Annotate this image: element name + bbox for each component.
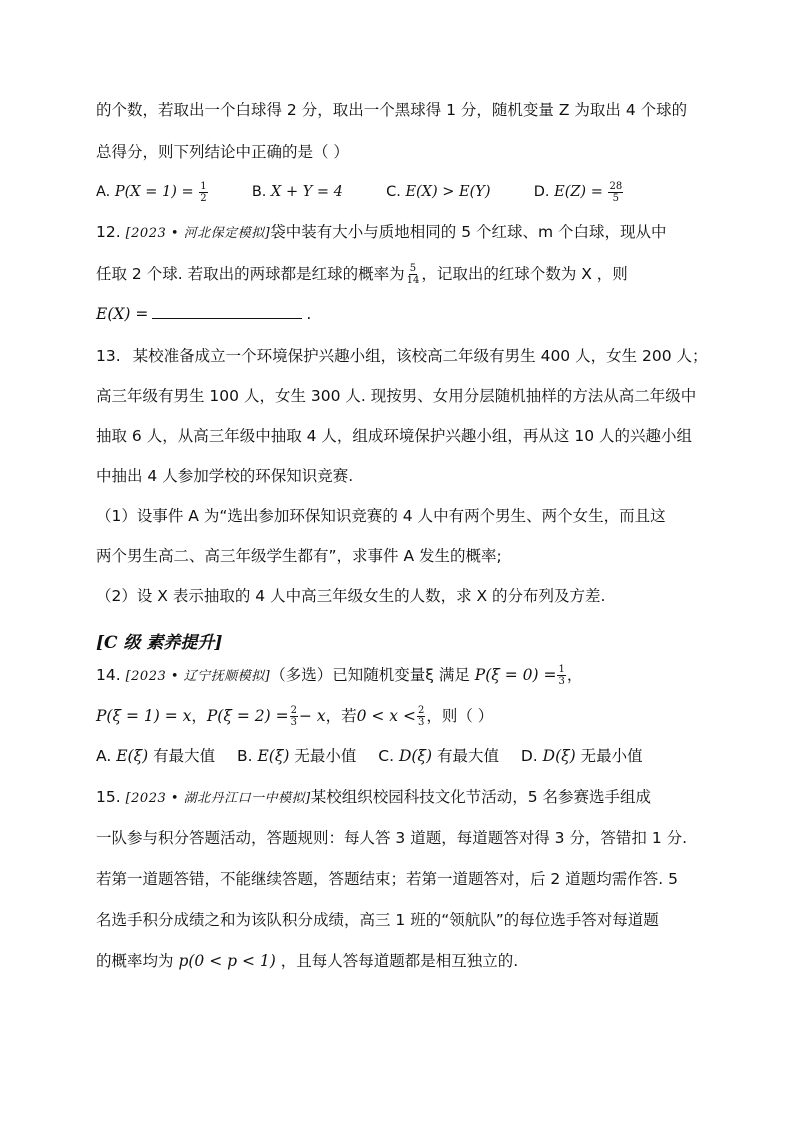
fraction-numerator: 5 (409, 263, 417, 274)
q13-part-1-text: 设事件 A 为“选出参加环保知识竞赛的 4 人中有两个男生、两个女生，而且这 (136, 507, 666, 525)
section-c-heading: [C 级 素养提升] (96, 633, 223, 653)
q14-line-2-end: ，则（ ） (426, 707, 494, 725)
q11-line-1: 的个数，若取出一个白球得 2 分，取出一个黑球得 1 分，随机变量 Z 为取出 4 个球的 (96, 101, 688, 119)
q14-option-c-expr: D(ξ) (398, 747, 433, 765)
q12-line-3 (96, 302, 706, 326)
fraction-denominator: 2 (200, 192, 207, 204)
q12-line-1 (96, 220, 706, 246)
q14-cond-fraction (417, 705, 425, 728)
q14-sep: ， (191, 707, 207, 725)
q11-option-c-expr: E(X) > E(Y) (405, 184, 491, 200)
q13-number: 13. (96, 347, 121, 365)
fraction-numerator: 1 (200, 180, 207, 192)
q15-line-5 (96, 949, 706, 973)
q14-options (96, 744, 706, 768)
q14-p2-expr: P(ξ = 2) = (206, 707, 289, 725)
fraction-denominator: 5 (612, 192, 619, 204)
q11-option-a-fraction (199, 181, 207, 204)
q14-option-b-text: 无最小值 (294, 747, 357, 765)
q14-option-a-label: A. (96, 747, 112, 765)
q12-answer-end: . (306, 305, 312, 323)
q12-source: [2023 • 河北保定模拟] (125, 226, 271, 241)
q12-text-pre: 任取 2 个球. 若取出的两球都是红球的概率为 (96, 265, 405, 283)
q14-line-1-end: ， (566, 666, 583, 684)
q13-line-4: 中抽出 4 人参加学校的环保知识竞赛. (96, 467, 354, 485)
q13-line-3: 抽取 6 人，从高三年级中抽取 4 人，组成环境保护兴趣小组，再从这 10 人的兴趣小组 (96, 427, 693, 445)
q14-p2-fraction (290, 705, 298, 728)
q15-number: 15. (96, 788, 121, 806)
q15-source: [2023 • 湖北丹江口一中模拟] (125, 791, 311, 806)
q14-cond-pre: ，若 (325, 707, 357, 725)
q15-p-expr: p(0 < p < 1) (178, 952, 276, 970)
q11-option-c-label: C. (386, 184, 401, 200)
q11-option-a-expr: P(X = 1) = (114, 184, 194, 200)
q14-p2-minus-x: − x (298, 707, 326, 725)
q14-p1-expr: P(ξ = 1) = x (96, 707, 192, 725)
q11-options (96, 180, 706, 204)
fraction-denominator: 14 (406, 275, 420, 286)
q14-option-b-expr: E(ξ) (257, 747, 290, 765)
q13-part-2 (96, 584, 706, 608)
q15-text-pre: 的概率均为 (96, 952, 174, 970)
q11-option-d-fraction (608, 181, 623, 204)
fraction-numerator: 28 (609, 180, 623, 192)
q14-option-b-label: B. (236, 747, 253, 765)
q13-part-1-line-1 (96, 504, 706, 528)
q11-option-a-label: A. (96, 184, 111, 200)
fraction-numerator: 2 (290, 705, 297, 716)
q13-line-1 (96, 344, 706, 368)
q12-text: 袋中装有大小与质地相同的 5 个红球、m 个白球，现从中 (270, 223, 667, 241)
q11-line-2: 总得分，则下列结论中正确的是（ ） (96, 143, 349, 161)
fraction-denominator: 3 (290, 717, 297, 728)
q14-line-1 (96, 663, 706, 689)
q15-line-4: 名选手积分成绩之和为该队积分成绩，高三 1 班的“领航队”的每位选手答对每道题 (96, 911, 659, 929)
q12-probability-fraction (406, 263, 421, 286)
fraction-denominator: 3 (417, 717, 425, 728)
q12-line-2 (96, 262, 706, 286)
q14-p0-fraction (557, 664, 565, 687)
q14-text: （多选）已知随机变量ξ 满足 (270, 666, 470, 684)
q13-part-1-line-2: 两个男生高二、高三年级学生都有”，求事件 A 发生的概率; (96, 547, 502, 565)
q13-text: 某校准备成立一个环境保护兴趣小组，该校高二年级有男生 400 人，女生 200 人； (132, 347, 708, 365)
q12-answer-expr: E(X) = (96, 305, 149, 323)
q15-text: 某校组织校园科技文化节活动，5 名参赛选手组成 (310, 788, 652, 806)
q14-option-a-text: 有最大值 (153, 747, 216, 765)
q12-text-post: ，记取出的红球个数为 X ，则 (421, 265, 628, 283)
q13-part-2-text: 设 X 表示抽取的 4 人中高三年级女生的人数，求 X 的分布列及方差. (136, 587, 606, 605)
q11-option-d-label: D. (533, 184, 550, 200)
q14-p0-expr: P(ξ = 0) = (474, 666, 557, 684)
q14-option-c-label: C. (378, 747, 395, 765)
q15-line-3: 若第一道题答错，不能继续答题，答题结束；若第一道题答对，后 2 道题均需作答. 5 (96, 870, 678, 888)
q14-option-d-expr: D(ξ) (542, 747, 576, 765)
fraction-numerator: 2 (417, 705, 425, 716)
q14-number: 14. (96, 666, 121, 684)
q13-line-2: 高三年级有男生 100 人，女生 300 人. 现按男、女用分层随机抽样的方法从高二年级中 (96, 387, 697, 405)
q14-option-d-label: D. (520, 747, 538, 765)
fraction-numerator: 1 (558, 664, 565, 675)
q13-part-2-label: （2） (96, 587, 137, 605)
q14-line-2 (96, 704, 706, 728)
q14-source: [2023 • 辽宁抚顺模拟] (125, 669, 271, 684)
q14-option-d-text: 无最小值 (580, 747, 643, 765)
q11-option-b-label: B. (251, 184, 267, 200)
q11-option-b-expr: X + Y = 4 (271, 184, 343, 200)
q15-text-post: ，且每人答每道题都是相互独立的. (280, 952, 519, 970)
q14-cond-expr: 0 < x < (356, 707, 416, 725)
q12-number: 12. (96, 223, 121, 241)
q15-line-2: 一队参与积分答题活动，答题规则：每人答 3 道题，每道题答对得 3 分，答错扣 1 分. (96, 829, 688, 847)
q13-part-1-label: （1） (96, 507, 137, 525)
q11-option-d-expr: E(Z) = (554, 184, 603, 200)
q15-line-1 (96, 785, 706, 811)
q12-answer-blank[interactable] (152, 304, 302, 319)
q14-option-a-expr: E(ξ) (116, 747, 149, 765)
fraction-denominator: 3 (558, 676, 565, 687)
q14-option-c-text: 有最大值 (436, 747, 499, 765)
